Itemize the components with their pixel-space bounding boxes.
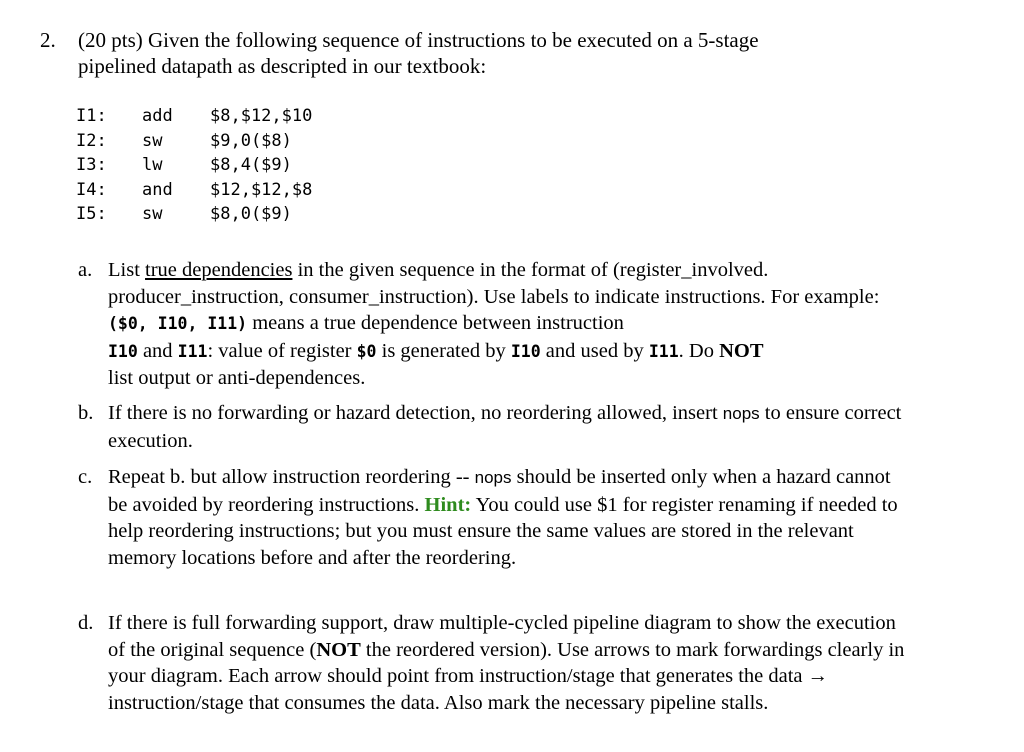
instruction-opcode: add: [142, 106, 173, 126]
question-intro: [78, 27, 978, 79]
part-d-letter: d.: [78, 612, 94, 634]
part-d: [78, 610, 938, 716]
instruction-operands: $12,$12,$8: [210, 179, 313, 200]
hint-label: Hint:: [424, 493, 472, 516]
bold-term: NOT: [316, 638, 361, 661]
instruction-row: [76, 202, 292, 227]
code-term: I11: [648, 341, 679, 361]
part-b: [78, 400, 938, 454]
instruction-operands: $8,$12,$10: [210, 106, 313, 126]
code-example: ($0, I10, I11): [108, 314, 248, 333]
code-term: nops: [474, 468, 512, 487]
instruction-label: I4:: [76, 179, 107, 200]
part-d-text: [108, 610, 908, 716]
instruction-opcode: lw: [142, 155, 163, 175]
instruction-label: I2:: [76, 130, 107, 151]
text-run: You could use $1 for register renaming if needed to help reordering instructions; but you must ensure the same values are stored in the relevant memory locations before and after the reordering.: [108, 493, 898, 569]
instruction-label: I1:: [76, 106, 107, 126]
text-run: and used by: [540, 339, 649, 362]
question-number: 2.: [40, 28, 56, 52]
text-run: : value of register: [207, 339, 357, 362]
instruction-opcode: sw: [142, 204, 163, 224]
text-run: to ensure correct execution.: [108, 402, 902, 452]
instruction-row: [76, 129, 292, 154]
part-c: [78, 464, 938, 571]
text-run: List: [108, 259, 146, 281]
part-a: [78, 257, 938, 392]
text-run: instruction/stage that consumes the data. Also mark the necessary pipeline stalls.: [108, 691, 769, 714]
instruction-opcode: sw: [142, 130, 163, 151]
instruction-label: I3:: [76, 155, 107, 175]
instruction-operands: $9,0($8): [210, 130, 292, 151]
text-run: should be inserted only when a hazard cannot be avoided by reordering instructions.: [108, 466, 891, 516]
underlined-term: true dependencies: [145, 259, 293, 281]
text-run: is generated by: [376, 339, 511, 362]
instruction-operands: $8,0($9): [210, 204, 292, 224]
text-run: and: [137, 339, 178, 362]
arrow-right-icon: →: [807, 665, 829, 687]
text-run: Repeat b. but allow instruction reordering --: [108, 466, 475, 488]
instruction-row: [76, 178, 313, 203]
instruction-listing: [76, 104, 313, 227]
text-run: If there is full forwarding support, draw multiple-cycled pipeline diagram to show the execution of the original sequence (: [108, 612, 896, 661]
text-run: the reordered version). Use arrows to mark forwardings clearly in your diagram. Each arrow should point from instruction/stage that generates the data: [108, 638, 905, 687]
intro-line-2: pipelined datapath as descripted in our textbook:: [78, 54, 487, 78]
text-run: . Do: [678, 339, 720, 362]
code-term: I10: [108, 341, 138, 361]
instruction-label: I5:: [76, 204, 107, 224]
text-run: means a true dependence between instruction: [247, 312, 624, 334]
instruction-row: [76, 104, 313, 129]
intro-line-1: (20 pts) Given the following sequence of instructions to be executed on a 5-stage: [78, 28, 759, 52]
part-c-text: [108, 464, 908, 571]
instruction-opcode: and: [142, 179, 173, 200]
code-term: nops: [722, 404, 760, 423]
part-a-text: [108, 257, 908, 392]
instruction-row: [76, 153, 292, 178]
part-a-letter: a.: [78, 259, 93, 281]
part-b-text: [108, 400, 908, 454]
instruction-operands: $8,4($9): [210, 155, 292, 175]
text-run: list output or anti-dependences.: [108, 367, 366, 389]
code-term: I10: [510, 341, 541, 361]
code-term: I11: [177, 341, 208, 361]
code-term: $0: [356, 341, 377, 361]
text-run: If there is no forwarding or hazard detection, no reordering allowed, insert: [108, 402, 723, 424]
part-c-letter: c.: [78, 466, 93, 488]
text-run: in the given sequence in the format of (register_involved. producer_instruction, consumer_instruction). Use labels to indicate instructions. For example:: [108, 259, 880, 308]
bold-term: NOT: [719, 339, 764, 362]
part-b-letter: b.: [78, 402, 94, 424]
